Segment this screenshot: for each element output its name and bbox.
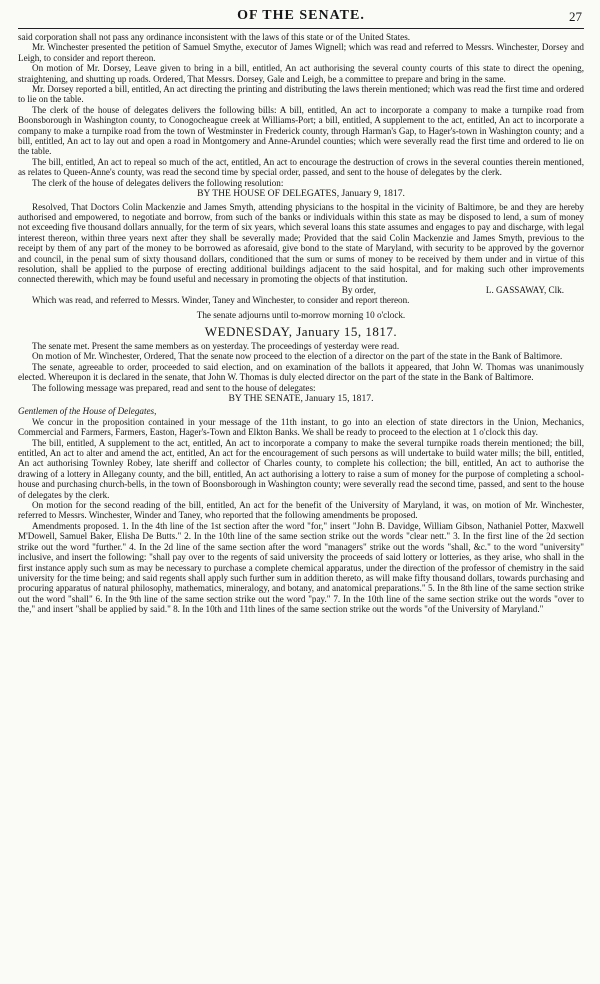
resolution-signature [18,285,584,295]
signature-by: By order, [341,284,376,295]
adjournment-notice: The senate adjourns until to-morrow morning 10 o'clock. [196,309,406,320]
paragraph: Mr. Dorsey reported a bill, entitled, An act directing the printing and distributing the laws therein mentioned; which was read the first time and ordered to lie on the table. [18,84,584,105]
page-header [18,8,584,29]
paragraph: said corporation shall not pass any ordinance inconsistent with the laws of this state or of the United States. [18,32,411,42]
message-text: We concur in the proposition contained in your message of the 11th instant, to go into an election of state directors in the Union, Mechanics, Commercial and Farmers, Farmers, Easton, Hager's-Town and Elkton Banks. We shall be ready to proceed to the election at 1 o'clock this day. [18,416,584,438]
paragraph: The bill, entitled, An act to repeal so much of the act, entitled, An act to encourage the destruction of crows in the several counties therein mentioned, as relates to Queen-Anne's county, was read the second time by special order, passed, and sent to the house of delegates by the clerk. [18,156,584,178]
resolution-text: Resolved, That Doctors Colin Mackenzie and James Smyth, attending physicians to the hospital in the vicinity of Baltimore, be and they are hereby authorised and empowered, to negotiate and borrow, from such of the banks or individuals within this state as may be disposed to lend, a sum of money not exceeding five thousand dollars annually, for the term of six years, which several loans this state assumes and engages to pay and discharge, with legal interest thereon, within three years next after they shall be severally made; Provided that the said Colin Mackenzie and James Smyth, previous to the receipt by them of any part of the money to be borrowed as aforesaid, give bond to the state of Maryland, with security to be approved by the governor and council, in the penal sum of sixty thousand dollars, conditioned that the sum or sums of money to be received by them under and in virtue of this resolution, shall be applied to the purpose of erecting additional buildings adjacent to the said hospital, and for making such other improvements connected therewith, which may be found useful and necessary in promoting the objects of that institution. [18,201,584,285]
paragraph: Amendments proposed. 1. In the 4th line of the 1st section after the word "for," insert "John B. Davidge, William Gibson, Nathaniel Potter, Maxwell M'Dowell, Samuel Baker, Elisha De Butts." 2. In the 10th line of the same section strike out the words "clear nett." 3. In the first line of the 2d section strike out the word "further." 4. In the 2d line of the same section after the word "managers" strike out the words "shall, &c." to the word "university" inclusive, and insert the following: "shall pay over to the regents of said university the proceeds of said lottery or lotteries, as they arise, who shall in the first instance apply such sum as may be necessary to purchase a complete chemical apparatus, under the direction of the professor of chemistry in the said university for the time being; and said regents shall apply such further sum in addition thereto, as will make fifty thousand dollars, towards purchasing and procuring apparatus of natural philosophy, mathematics, mineralogy, and botany, and anatomical preparations." 5. In the 8th line of the same section strike out the word "shall" 6. In the 9th line of the same section strike out the word "pay." 7. In the 10th line of the same section strike out the words "over to the," and insert "shall be applied by said." 8. In the 10th and 11th lines of the same section strike out the words "of the University of Maryland." [18,520,584,615]
paragraph: The clerk of the house of delegates delivers the following resolution: [32,177,284,188]
paragraph: The following message was prepared, read and sent to the house of delegates: [32,382,316,393]
journal-body [18,32,584,615]
paragraph: On motion of Mr. Dorsey, Leave given to bring in a bill, entitled, An act authorising the several county courts of this state to direct the opening, straightening, and shutting up roads. Ordered, That Messrs. Dorsey, Gale and Leigh, be a committee to prepare and bring in the same. [18,63,584,84]
resolution-heading: BY THE HOUSE OF DELEGATES, January 9, 1817. [197,188,405,200]
paragraph: The senate met. Present the same members as on yesterday. The proceedings of yesterday were read. [32,340,400,351]
paragraph: The senate, agreeable to order, proceeded to said election, and on examination of the ballots it appeared, that John W. Thomas was unanimously elected. Whereupon it is declared in the senate, that John W. Thomas is duly elected director on the part of the state in the Bank of Baltimore. [18,361,584,383]
signature-name: L. GASSAWAY, Clk. [485,284,564,295]
paragraph: The bill, entitled, A supplement to the act, entitled, An act to incorporate a company to make the several turnpike roads therein mentioned; the bill, entitled, An act to alter and amend the act, entitled, An act for the encouragement of such persons as will undertake to build water mills; the bill, entitled, An act authorising Townley Robey, late sheriff and collector of Charles county, to complete his collection; the bill, entitled, An act to authorise the drawing of a lottery in Allegany county, and the bill, entitled, An act authorising a lottery to raise a sum of money for the purpose of completing a school-house and purchasing church-bells, in the town of Boonsborough in Washington county; were severally read the second time, passed, and sent to the house of delegates by the clerk. [18,437,584,500]
message-salutation: Gentlemen of the House of Delegates, [18,406,157,417]
day-heading: WEDNESDAY, January 15, 1817. [204,323,398,339]
paragraph: On motion for the second reading of the bill, entitled, An act for the benefit of the University of Maryland, it was, on motion of Mr. Winchester, referred to Messrs. Winchester, Winder and Taney, who reported that the following amendments be proposed. [18,500,584,521]
message-heading: BY THE SENATE, January 15, 1817. [228,393,374,404]
paragraph: Mr. Winchester presented the petition of Samuel Smythe, executor of James Wignell; which was read and referred to Messrs. Winchester, Dorsey and Leigh, to consider and report thereon. [18,42,584,63]
running-head: OF THE SENATE. [237,8,365,23]
page-number: 27 [569,9,582,24]
paragraph: Which was read, and referred to Messrs. Winder, Taney and Winchester, to consider and report thereon. [32,295,410,306]
paragraph: The clerk of the house of delegates delivers the following bills: A bill, entitled, An act to incorporate a company to make a turnpike road from Boonsborough in Washington county, to Conogocheague creek at Williams-Port; a bill, entitled, A supplement to the act, entitled, An act to incorporate a company to make a turnpike road from the town of Westminster in Frederick county, through Harman's Gap, to Hager's-town in Washington county; and a bill, entitled, An act to lay out and open a road in Montgomery and Anne-Arundel counties; which were severally read the first time and ordered to lie on the table. [18,104,584,157]
paragraph: On motion of Mr. Winchester, Ordered, That the senate now proceed to the election of a director on the part of the state in the Bank of Baltimore. [32,351,563,362]
